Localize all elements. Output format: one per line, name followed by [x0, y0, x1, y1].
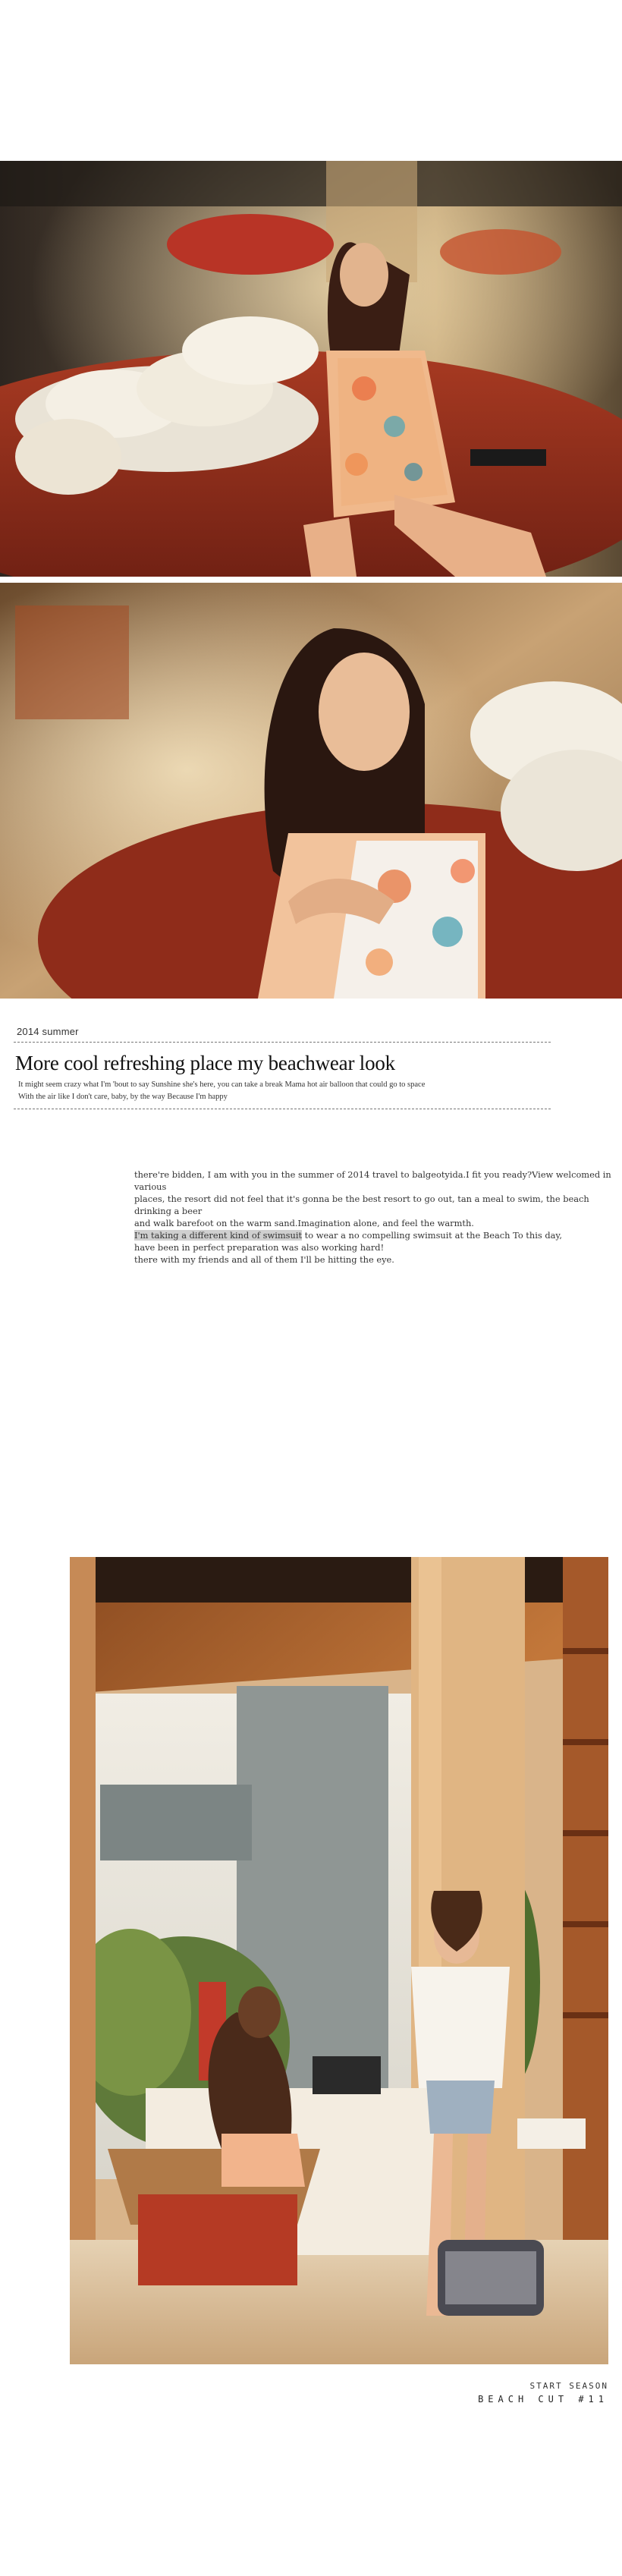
body-line-rest: to wear a no compelling swimsuit at the Beach To this day,: [302, 1230, 562, 1241]
caption-season: START SEASON: [529, 2381, 608, 2391]
body-line: [134, 1229, 620, 1241]
photo-resort-pavilion: [70, 1557, 608, 2364]
body-line: have been in perfect preparation was also working hard!: [134, 1242, 385, 1253]
body-line: there're bidden, I am with you in the summer of 2014 travel to balgeotyida.I fit you ready?View welcomed in various: [134, 1169, 611, 1192]
photo-caption: [478, 2381, 608, 2405]
caption-cut: BEACH CUT #11: [478, 2394, 608, 2405]
season-label: 2014 summer: [17, 1026, 79, 1037]
article-body: [134, 1168, 620, 1266]
divider-top: [14, 1042, 551, 1043]
body-line: there with my friends and all of them I'll be hitting the eye.: [134, 1254, 394, 1265]
subtitle-line-1: It might seem crazy what I'm 'bout to say Sunshine she's here, you can take a break Mama hot air balloon that could go to space: [18, 1080, 426, 1089]
photo-lounge-closeup: [0, 583, 622, 999]
article-heading: [14, 1026, 551, 1109]
body-line: places, the resort did not feel that it's gonna be the best resort to go out, tan a meal to swim, the beach drinking a beer: [134, 1194, 589, 1216]
body-line: and walk barefoot on the warm sand.Imagination alone, and feel the warmth.: [134, 1218, 474, 1228]
subtitle-line-2: With the air like I don't care, baby, by the way Because I'm happy: [18, 1093, 228, 1101]
photo-lounge-bed-wide: [0, 161, 622, 577]
highlighted-text: I'm taking a different kind of swimsuit: [134, 1230, 303, 1241]
article-title: More cool refreshing place my beachwear look: [15, 1052, 395, 1074]
